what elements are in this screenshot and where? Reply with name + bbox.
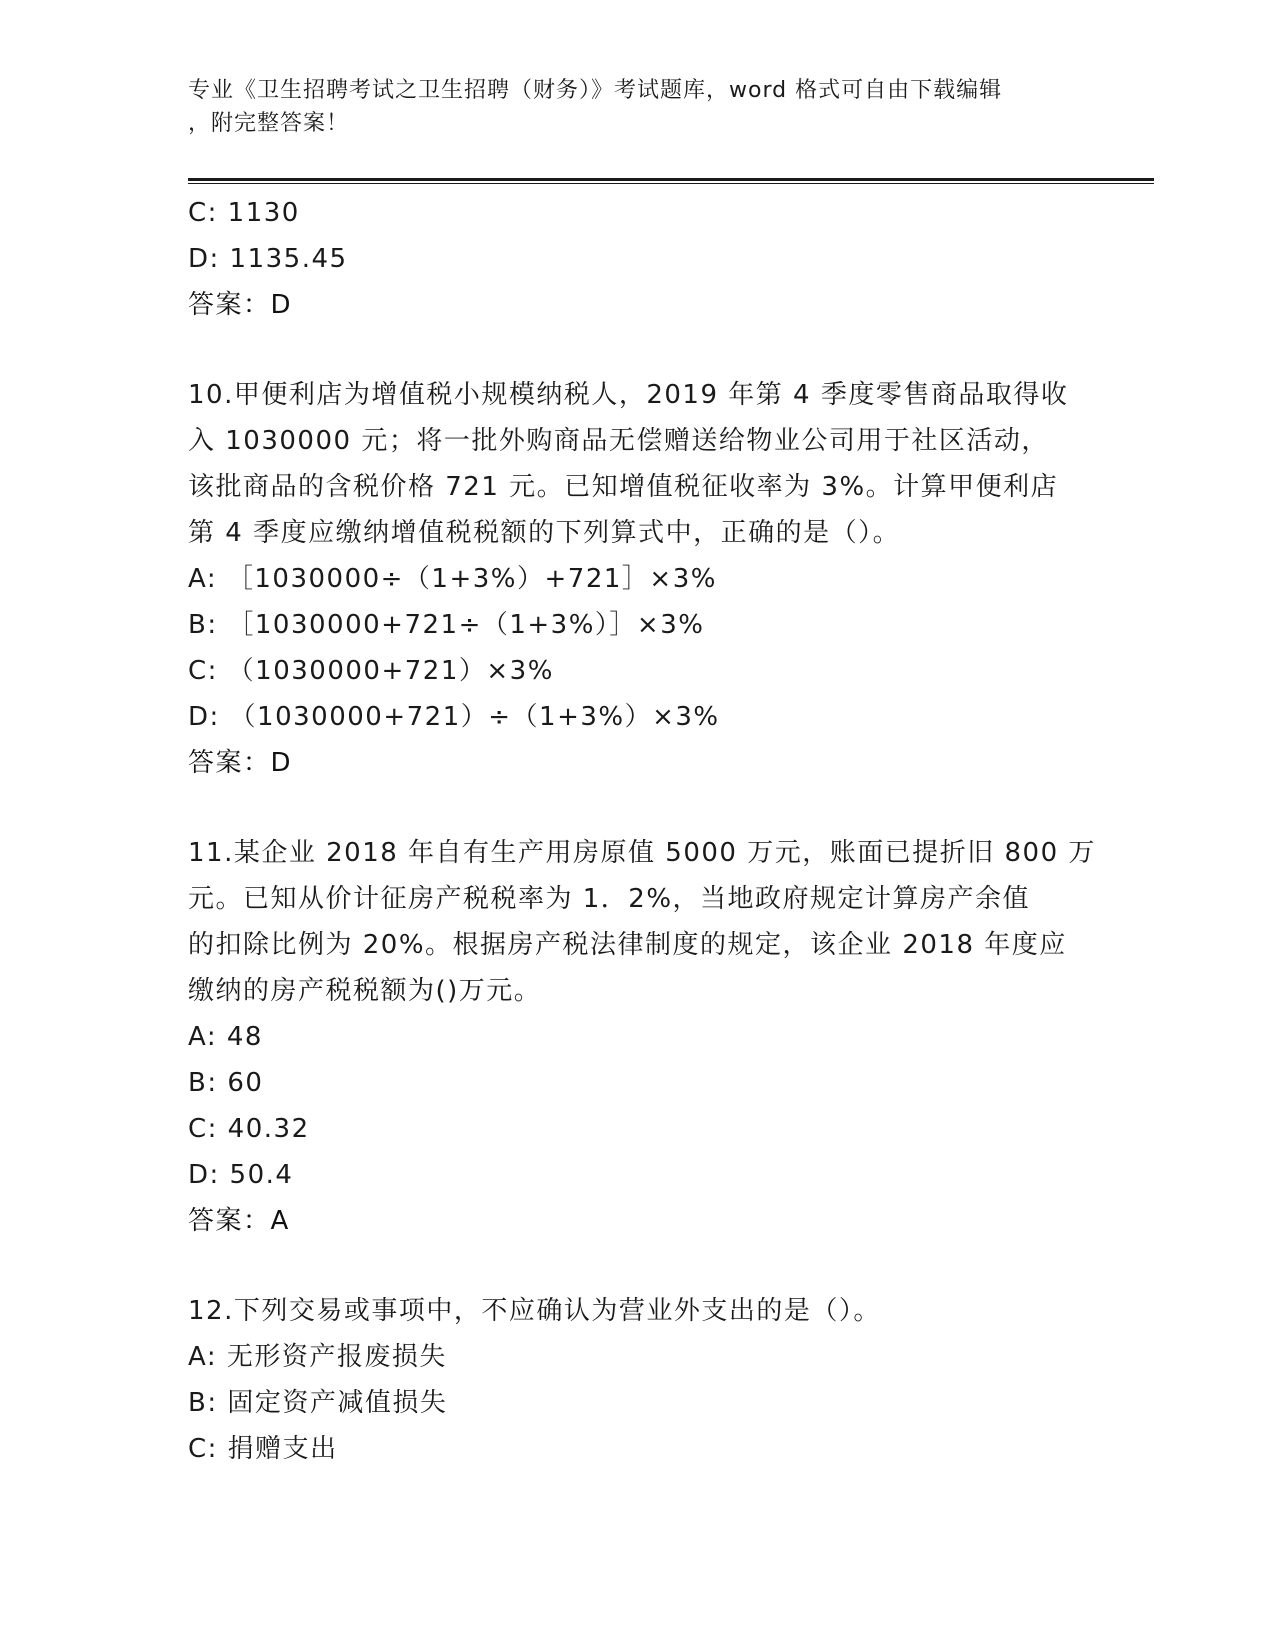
question-10 <box>188 372 1088 786</box>
question-11 <box>188 830 1096 1244</box>
q9-option-d: D: 1135.45 <box>188 244 348 274</box>
header-divider-thick <box>188 178 1154 181</box>
q9-answer: 答案：D <box>188 290 293 320</box>
q10-option-a: A: ［1030000÷（1+3%）+721］×3% <box>188 564 717 594</box>
q10-option-b: B: ［1030000+721÷（1+3%）］×3% <box>188 610 705 640</box>
q9-option-c: C: 1130 <box>188 198 300 228</box>
q11-option-a: A: 48 <box>188 1022 263 1052</box>
q11-stem-line-2: 元。已知从价计征房产税税率为 1．2%，当地政府规定计算房产余值 <box>188 884 1031 914</box>
q12-option-a: A: 无形资产报废损失 <box>188 1342 447 1372</box>
q12-option-c: C: 捐赠支出 <box>188 1434 338 1464</box>
q12-option-b: B: 固定资产减值损失 <box>188 1388 448 1418</box>
q10-stem-line-2: 入 1030000 元；将一批外购商品无偿赠送给物业公司用于社区活动， <box>188 426 1049 456</box>
question-content <box>188 190 1096 1472</box>
header-divider-thin <box>188 183 1154 184</box>
q10-stem-line-1: 10.甲便利店为增值税小规模纳税人，2019 年第 4 季度零售商品取得收 <box>188 380 1069 410</box>
q10-answer: 答案：D <box>188 748 293 778</box>
q11-stem-line-1: 11.某企业 2018 年自有生产用房原值 5000 万元，账面已提折旧 800 万 <box>188 838 1096 868</box>
page-header <box>188 74 1088 140</box>
q11-option-c: C: 40.32 <box>188 1114 310 1144</box>
header-line-2: ，附完整答案！ <box>188 111 350 136</box>
q11-option-d: D: 50.4 <box>188 1160 294 1190</box>
q10-option-d: D: （1030000+721）÷（1+3%）×3% <box>188 702 720 732</box>
q10-option-c: C: （1030000+721）×3% <box>188 656 554 686</box>
question-9-tail <box>188 190 1088 328</box>
spacer <box>188 1244 1088 1288</box>
q11-stem-line-3: 的扣除比例为 20%。根据房产税法律制度的规定，该企业 2018 年度应 <box>188 930 1067 960</box>
q11-option-b: B: 60 <box>188 1068 264 1098</box>
header-line-1: 专业《卫生招聘考试之卫生招聘（财务）》考试题库，word 格式可自由下载编辑 <box>188 78 1003 103</box>
q11-answer: 答案：A <box>188 1206 290 1236</box>
q10-stem-line-3: 该批商品的含税价格 721 元。已知增值税征收率为 3%。计算甲便利店 <box>188 472 1059 502</box>
q10-stem-line-4: 第 4 季度应缴纳增值税税额的下列算式中，正确的是（）。 <box>188 518 901 548</box>
question-12 <box>188 1288 1088 1472</box>
spacer <box>188 786 1088 830</box>
spacer <box>188 328 1088 372</box>
q11-stem-line-4: 缴纳的房产税税额为()万元。 <box>188 976 542 1006</box>
q12-stem-line-1: 12.下列交易或事项中，不应确认为营业外支出的是（）。 <box>188 1296 881 1326</box>
